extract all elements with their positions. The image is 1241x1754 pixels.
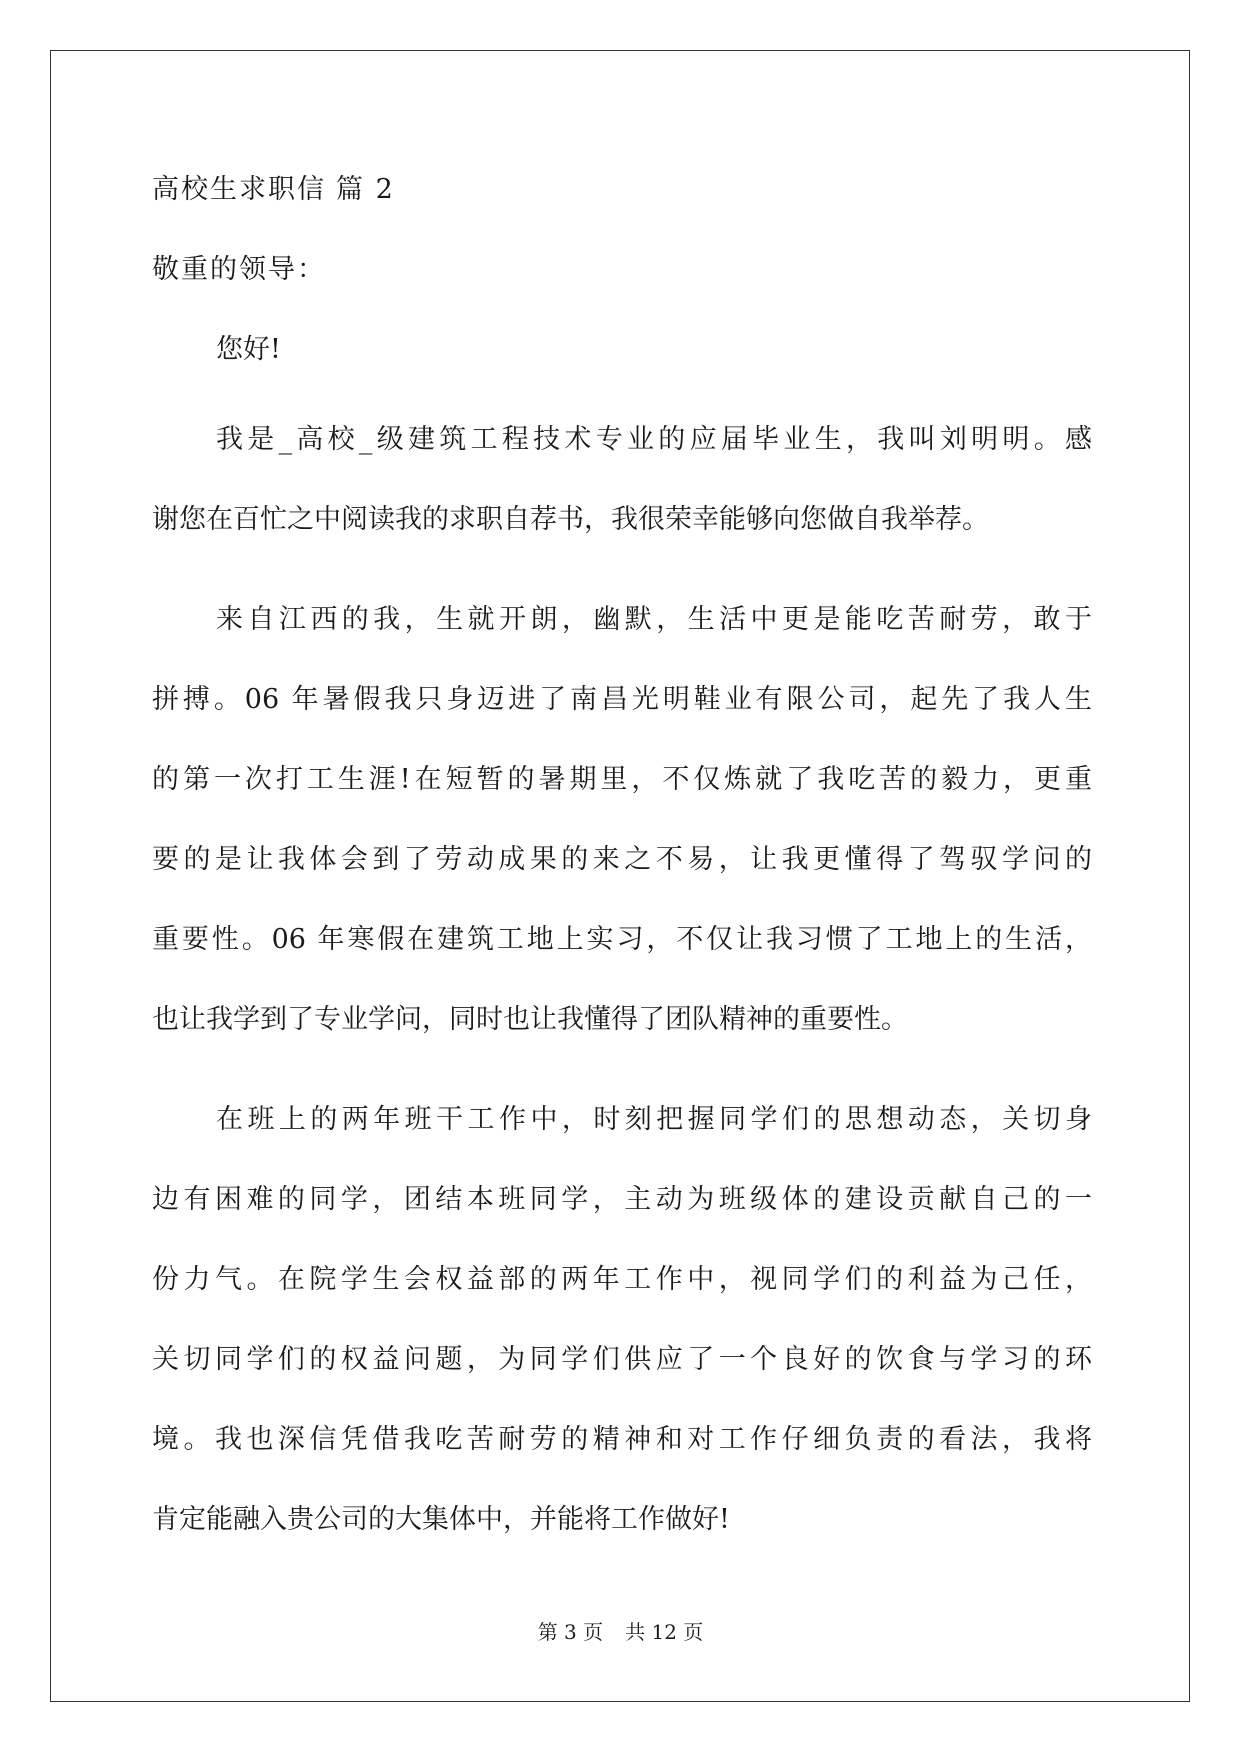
paragraph-line: 边有困难的同学，团结本班同学，主动为班级体的建设贡献自己的一 bbox=[152, 1184, 1092, 1215]
paragraph-line: 也让我学到了专业学问，同时也让我懂得了团队精神的重要性。 bbox=[152, 1004, 908, 1035]
paragraph-line: 在班上的两年班干工作中，时刻把握同学们的思想动态，关切身 bbox=[216, 1104, 1092, 1135]
paragraph-line: 份力气。在院学生会权益部的两年工作中，视同学们的利益为己任， bbox=[152, 1264, 1092, 1295]
paragraph-line: 境。我也深信凭借我吃苦耐劳的精神和对工作仔细负责的看法，我将 bbox=[152, 1424, 1092, 1455]
paragraph-line: 我是_高校_级建筑工程技术专业的应届毕业生，我叫刘明明。感 bbox=[216, 424, 1092, 455]
paragraph-line: 的第一次打工生涯!在短暂的暑期里，不仅炼就了我吃苦的毅力，更重 bbox=[152, 764, 1092, 795]
paragraph-3 bbox=[152, 1080, 1092, 1560]
paragraph-2 bbox=[152, 580, 1092, 1060]
paragraph-1 bbox=[152, 400, 1092, 560]
salutation: 敬重的领导： bbox=[152, 254, 326, 285]
paragraph-line: 重要性。06 年寒假在建筑工地上实习，不仅让我习惯了工地上的生活， bbox=[152, 924, 1092, 955]
paragraph-line: 关切同学们的权益问题，为同学们供应了一个良好的饮食与学习的环 bbox=[152, 1344, 1092, 1375]
document-body bbox=[152, 160, 1092, 1560]
page-total: 共 12 页 bbox=[625, 1620, 704, 1644]
paragraph-line: 来自江西的我，生就开朗，幽默，生活中更是能吃苦耐劳，敢于 bbox=[216, 604, 1092, 635]
title-number: 篇 2 bbox=[336, 174, 395, 205]
paragraph-line: 要的是让我体会到了劳动成果的来之不易，让我更懂得了驾驭学问的 bbox=[152, 844, 1092, 875]
paragraph-line: 肯定能融入贵公司的大集体中，并能将工作做好! bbox=[152, 1504, 730, 1535]
title-text: 高校生求职信 bbox=[152, 174, 326, 205]
paragraph-line: 拼搏。06 年暑假我只身迈进了南昌光明鞋业有限公司，起先了我人生 bbox=[152, 684, 1092, 715]
greeting: 您好! bbox=[216, 334, 281, 365]
page-footer bbox=[0, 1616, 1241, 1645]
paragraph-line: 谢您在百忙之中阅读我的求职自荐书，我很荣幸能够向您做自我举荐。 bbox=[152, 504, 989, 535]
page-number: 第 3 页 bbox=[537, 1620, 604, 1644]
document-title bbox=[152, 160, 1092, 220]
